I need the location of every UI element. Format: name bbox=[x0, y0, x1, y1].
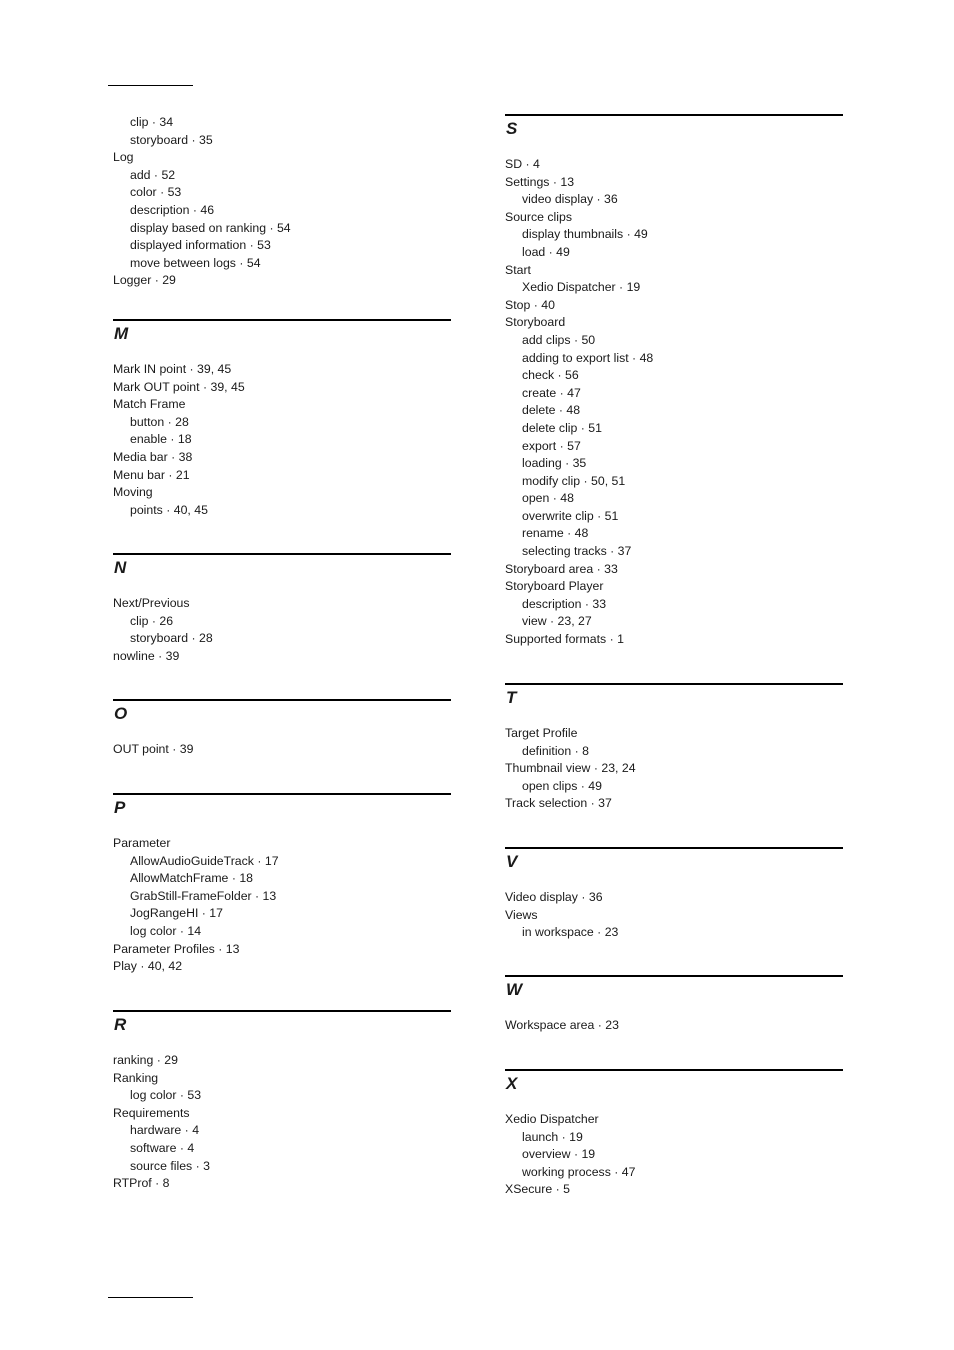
index-section-t bbox=[505, 683, 843, 813]
index-subentry: load · 49 bbox=[522, 244, 570, 259]
index-subentry: in workspace · 23 bbox=[522, 925, 619, 940]
index-entry: Media bar · 38 bbox=[113, 449, 193, 464]
index-entry: Requirements bbox=[113, 1105, 190, 1120]
index-section-o bbox=[113, 699, 451, 759]
index-subentry: overview · 19 bbox=[522, 1147, 596, 1162]
index-entry: Play · 40, 42 bbox=[113, 959, 183, 974]
index-subentry: enable · 18 bbox=[130, 432, 192, 447]
index-subentry: rename · 48 bbox=[522, 526, 589, 541]
index-entry: Menu bar · 21 bbox=[113, 467, 190, 482]
index-subentry: Xedio Dispatcher · 19 bbox=[522, 280, 641, 295]
index-subentry: definition · 8 bbox=[522, 743, 589, 758]
index-subentry: overwrite clip · 51 bbox=[522, 508, 619, 523]
section-header bbox=[113, 1010, 451, 1052]
index-entry: Start bbox=[505, 262, 531, 277]
index-entry: Thumbnail view · 23, 24 bbox=[505, 761, 636, 776]
section-header bbox=[113, 319, 451, 361]
index-subentry: create · 47 bbox=[522, 385, 581, 400]
index-subentry: video display · 36 bbox=[522, 192, 618, 207]
index-entry: Video display · 36 bbox=[505, 890, 603, 904]
index-subentry: JogRangeHI · 17 bbox=[130, 906, 223, 921]
index-entry: Views bbox=[505, 907, 538, 922]
index-continuation bbox=[113, 114, 451, 290]
index-subentry: delete · 48 bbox=[522, 403, 581, 418]
index-entry: Moving bbox=[113, 485, 153, 500]
index-entry: RTProf · 8 bbox=[113, 1176, 170, 1191]
section-header bbox=[505, 683, 843, 725]
index-entry: Xedio Dispatcher bbox=[505, 1112, 599, 1126]
section-letter: S bbox=[506, 119, 518, 138]
index-subentry: clip · 26 bbox=[130, 613, 174, 628]
index-subentry: points · 40, 45 bbox=[130, 502, 208, 517]
index-entry: Storyboard Player bbox=[505, 579, 604, 594]
index-subentry: log color · 53 bbox=[130, 1088, 202, 1103]
index-subentry: clip · 34 bbox=[130, 115, 174, 129]
index-subentry: modify clip · 50, 51 bbox=[522, 473, 626, 488]
section-letter: M bbox=[114, 324, 129, 343]
index-subentry: add · 52 bbox=[130, 167, 176, 182]
index-entry: Source clips bbox=[505, 209, 572, 224]
index-section-w bbox=[505, 975, 843, 1035]
index-entry: XSecure · 5 bbox=[505, 1182, 570, 1197]
index-entry: Ranking bbox=[113, 1070, 159, 1085]
index-entry: Storyboard area · 33 bbox=[505, 561, 618, 576]
section-header bbox=[505, 114, 843, 156]
index-column-right bbox=[505, 0, 843, 1300]
section-header bbox=[505, 1069, 843, 1111]
index-subentry: description · 33 bbox=[522, 596, 607, 611]
index-subentry: export · 57 bbox=[522, 438, 581, 453]
section-letter: R bbox=[114, 1015, 127, 1034]
index-subentry: AllowAudioGuideTrack · 17 bbox=[130, 853, 279, 868]
index-entry: ranking · 29 bbox=[113, 1053, 178, 1067]
section-letter: W bbox=[506, 980, 523, 999]
index-entry: Storyboard bbox=[505, 315, 566, 330]
index-subentry: AllowMatchFrame · 18 bbox=[130, 871, 254, 886]
index-section-r bbox=[113, 1010, 451, 1193]
section-letter: V bbox=[506, 852, 518, 871]
index-entry: Mark OUT point · 39, 45 bbox=[113, 379, 245, 394]
index-subentry: storyboard · 28 bbox=[130, 631, 213, 646]
index-subentry: color · 53 bbox=[130, 185, 182, 200]
index-entry: Match Frame bbox=[113, 397, 186, 412]
index-subentry: log color · 14 bbox=[130, 923, 202, 938]
index-subentry: check · 56 bbox=[522, 368, 579, 383]
index-subentry: working process · 47 bbox=[522, 1164, 636, 1179]
index-section-s bbox=[505, 114, 843, 649]
index-section-v bbox=[505, 847, 843, 942]
index-entry: Settings · 13 bbox=[505, 174, 575, 189]
index-section-p bbox=[113, 793, 451, 976]
index-subentry: loading · 35 bbox=[522, 456, 587, 471]
section-letter: T bbox=[506, 688, 517, 707]
index-entry: Stop · 40 bbox=[505, 297, 555, 312]
index-subentry: adding to export list · 48 bbox=[522, 350, 654, 365]
index-entry: nowline · 39 bbox=[113, 648, 180, 663]
index-entry: Mark IN point · 39, 45 bbox=[113, 362, 232, 376]
index-entry: OUT point · 39 bbox=[113, 742, 194, 756]
section-header bbox=[113, 793, 451, 835]
index-subentry: displayed information · 53 bbox=[130, 238, 271, 253]
index-section-n bbox=[113, 553, 451, 665]
index-subentry: view · 23, 27 bbox=[522, 614, 592, 629]
index-entry: Target Profile bbox=[505, 726, 578, 740]
index-subentry: move between logs · 54 bbox=[130, 255, 261, 270]
section-header bbox=[113, 553, 451, 595]
index-subentry: button · 28 bbox=[130, 414, 189, 429]
index-subentry: display based on ranking · 54 bbox=[130, 220, 291, 235]
section-letter: X bbox=[506, 1074, 518, 1093]
index-subentry: open clips · 49 bbox=[522, 778, 602, 793]
index-column-left bbox=[113, 0, 451, 1300]
index-subentry: software · 4 bbox=[130, 1140, 195, 1155]
index-subentry: description · 46 bbox=[130, 202, 215, 217]
index-entry: Supported formats · 1 bbox=[505, 632, 624, 647]
section-header bbox=[113, 699, 451, 741]
section-letter: N bbox=[114, 558, 127, 577]
section-header bbox=[505, 975, 843, 1017]
index-subentry: add clips · 50 bbox=[522, 332, 596, 347]
index-entry: Log bbox=[113, 150, 134, 165]
section-letter: P bbox=[114, 798, 126, 817]
index-entry: Workspace area · 23 bbox=[505, 1018, 619, 1032]
index-subentry: storyboard · 35 bbox=[130, 132, 213, 147]
index-entry: Logger · 29 bbox=[113, 273, 176, 288]
index-subentry: GrabStill-FrameFolder · 13 bbox=[130, 888, 277, 903]
index-entry: Parameter bbox=[113, 836, 171, 850]
index-entry: Parameter Profiles · 13 bbox=[113, 941, 240, 956]
index-entry: Track selection · 37 bbox=[505, 796, 612, 811]
section-header bbox=[505, 847, 843, 889]
section-letter: O bbox=[114, 704, 128, 723]
index-entry: Next/Previous bbox=[113, 596, 190, 610]
index-section-x bbox=[505, 1069, 843, 1199]
index-subentry: launch · 19 bbox=[522, 1129, 583, 1144]
index-subentry: hardware · 4 bbox=[130, 1123, 200, 1138]
index-subentry: delete clip · 51 bbox=[522, 420, 602, 435]
index-subentry: open · 48 bbox=[522, 491, 574, 506]
index-subentry: selecting tracks · 37 bbox=[522, 544, 632, 559]
index-entry: SD · 4 bbox=[505, 157, 540, 171]
index-subentry: source files · 3 bbox=[130, 1158, 210, 1173]
index-section-m bbox=[113, 319, 451, 519]
index-subentry: display thumbnails · 49 bbox=[522, 227, 648, 242]
